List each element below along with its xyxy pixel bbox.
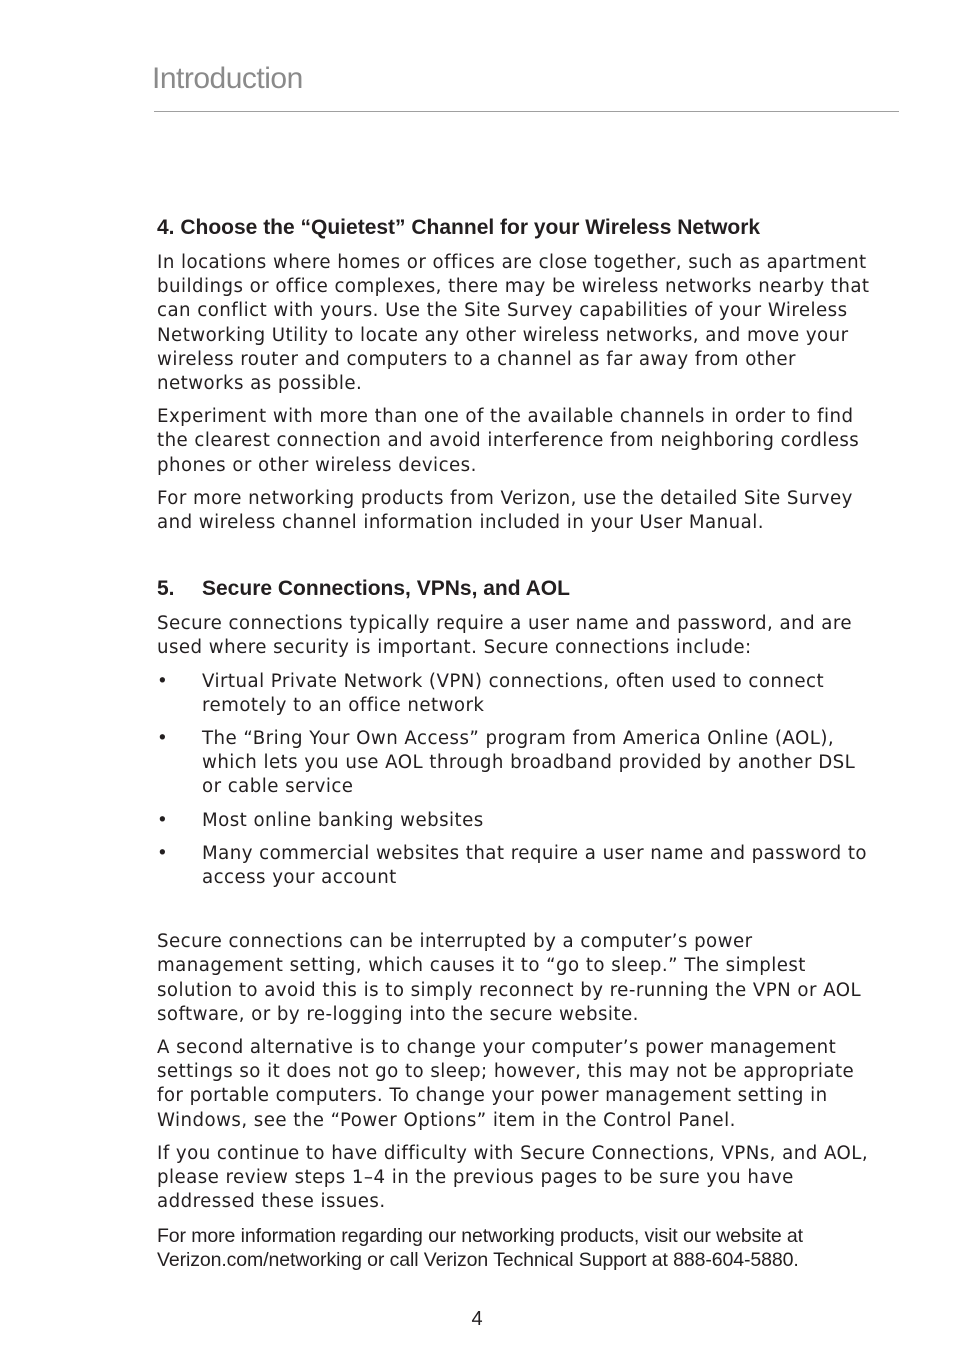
bullet-icon: • <box>157 809 169 831</box>
page-content <box>157 214 872 1282</box>
bullet-icon: • <box>157 728 169 750</box>
section-5-title: Secure Connections, VPNs, and AOL <box>202 577 570 601</box>
list-item-text: Most online banking websites <box>202 809 484 831</box>
section-5-intro: Secure connections typically require a user name and password, and are used where security is important. Secure connections include: <box>157 613 853 659</box>
section-5-heading <box>157 575 872 603</box>
header-divider <box>154 111 899 112</box>
section-4-paragraph: In locations where homes or offices are close together, such as apartment buildings or office complexes, there may be wireless networks nearby that can conflict with yours. Use the Site Survey capabilities of your Wireless Networking Utility to locate any other wireless networks, and move your wireless router and computers to a channel as far away from other networks as possible. <box>157 252 870 395</box>
section-5-paragraph: If you continue to have difficulty with Secure Connections, VPNs, and AOL, please review steps 1–4 in the previous pages to be sure you have addressed these issues. <box>157 1142 869 1213</box>
list-item <box>157 670 872 718</box>
section-4-paragraph: Experiment with more than one of the available channels in order to find the clearest connection and avoid interference from neighboring cordless phones or other wireless devices. <box>157 406 860 476</box>
support-note: For more information regarding our networking products, visit our website at Verizon.com/networking or call Verizon Technical Support at 888-604-5880. <box>157 1224 803 1271</box>
page-number: 4 <box>471 1308 483 1330</box>
list-item-text: Many commercial websites that require a user name and password to access your account <box>202 842 868 889</box>
bullet-icon: • <box>157 670 169 692</box>
section-4-paragraph: For more networking products from Verizon, use the detailed Site Survey and wireless channel information included in your User Manual. <box>157 487 853 534</box>
section-5-paragraph: A second alternative is to change your computer’s power management settings so it does not go to sleep; however, this may not be appropriate for portable computers. To change your power management setting in Windows, see the “Power Options” item in the Control Panel. <box>157 1037 855 1131</box>
list-item <box>157 809 872 833</box>
bullet-icon: • <box>157 842 169 864</box>
page-header-title: Introduction <box>152 62 303 95</box>
section-5-number: 5. <box>157 577 175 601</box>
section-4-heading: 4. Choose the “Quietest” Channel for your Wireless Network <box>157 216 761 239</box>
list-item <box>157 727 872 800</box>
list-item-text: Virtual Private Network (VPN) connections, often used to connect remotely to an office network <box>202 670 825 716</box>
secure-connections-list <box>157 670 872 891</box>
list-item-text: The “Bring Your Own Access” program from America Online (AOL), which lets you use AOL through broadband provided by another DSL or cable service <box>202 728 856 798</box>
list-item <box>157 842 872 890</box>
section-5-paragraph: Secure connections can be interrupted by a computer’s power management setting, which causes it to “go to sleep.” The simplest solution to avoid this is to simply reconnect by re-running the VPN or AOL software, or by re-logging into the secure website. <box>157 931 862 1025</box>
